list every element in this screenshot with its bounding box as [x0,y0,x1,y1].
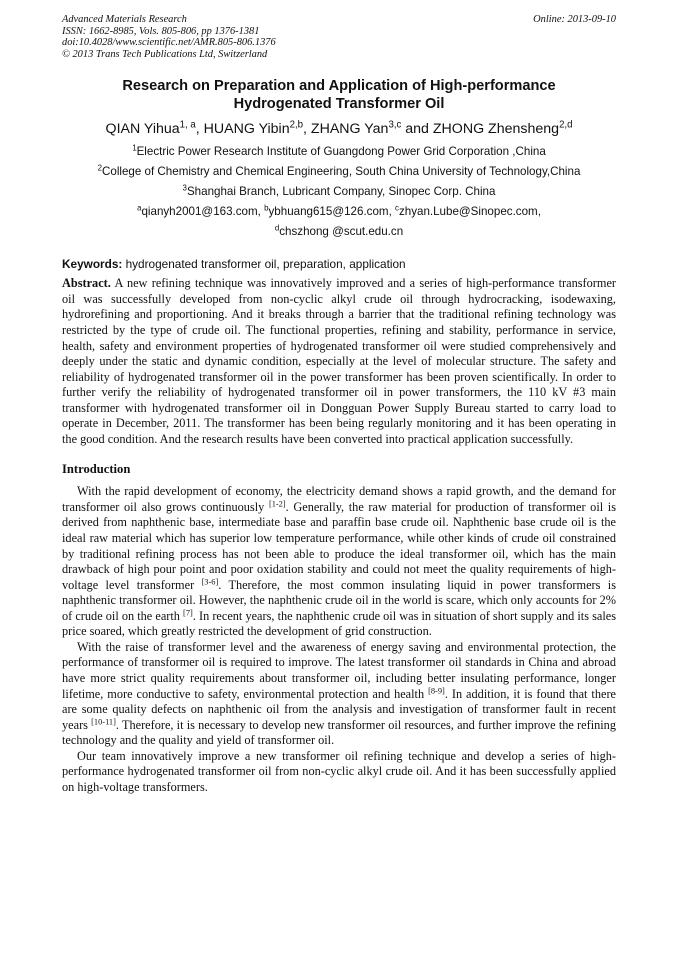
email-b: ybhuang615@126.com, [268,205,396,219]
journal-name: Advanced Materials Research [62,14,187,25]
intro-paragraph-1 [62,484,616,639]
email-a: qianyh2001@163.com, [141,205,265,219]
paper-title [62,77,616,113]
author-separator: and [401,121,433,138]
keywords-label: Keywords: [62,257,123,272]
author-separator: , [303,121,311,138]
author-affiliation-mark: 2,b [289,120,304,132]
introduction-heading: Introduction [62,462,131,477]
copyright-line: © 2013 Trans Tech Publications Ltd, Switzerland [62,48,268,60]
keywords [62,257,616,272]
affiliation-text: Shanghai Branch, Lubricant Company, Sinopec Corp. China [186,185,496,199]
author-name: QIAN Yihua [105,121,180,138]
author-list [62,119,616,139]
author-affiliation-mark: 2,d [559,120,573,132]
affiliation-mark: 2 [97,164,102,174]
doi-line: doi:10.4028/www.scientific.net/AMR.805-806.1376 [62,37,276,49]
email-mark: a [137,204,142,214]
email-d: chszhong @scut.edu.cn [279,225,404,239]
paragraph-text: With the raise of transformer level and the awareness of energy saving and environmental protection, the performance of transformer oil is required to improve. The latest transformer oil standards in China and abroad have more strict quality requirements about transformer oil, including better insulating performance, longer lifetime, more conductive to safety, environmental protection and health [62,639,616,701]
paragraph-text: With the rapid development of economy, the electricity demand shows a rapid growth, and the demand for transformer oil also grows continuously [62,484,616,514]
author-name: ZHANG Yan [310,121,389,138]
paragraph-text: . Therefore, the most common insulating liquid in power transformers is naphthenic transformer oil. However, the naphthenic crude oil in the world is scare, which only accounts for 2% of crude oil on the earth [62,577,616,623]
intro-paragraph-3: Our team innovatively improve a new transformer oil refining technique and develop a series of high-performance hydrogenated transformer oil from non-cyclic alkyl crude oil. And it has been successfully applied on high-voltage transformers. [62,748,616,794]
email-mark: b [264,204,269,214]
title-line-2: Hydrogenated Transformer Oil [233,96,445,113]
email-line-1 [62,202,616,222]
email-mark: c [395,204,399,214]
online-date: Online: 2013-09-10 [533,14,616,25]
paragraph-text: . In recent years, the naphthenic crude oil was in situation of short supply and its sales price soared, which greatly restricted the development of grid construction. [62,608,617,639]
abstract [62,276,616,447]
issn-line: ISSN: 1662-8985, Vols. 805-806, pp 1376-1381 [62,25,260,37]
affiliation-text: Electric Power Research Institute of Guangdong Power Grid Corporation ,China [136,145,546,159]
affiliation-text: College of Chemistry and Chemical Engineering, South China University of Technology,China [102,165,581,179]
citation: [3-6] [201,577,219,587]
affiliation-mark: 1 [132,144,137,154]
author-affiliation-mark: 1, a [179,120,196,132]
author-separator: , [195,121,204,138]
affiliation-mark: 3 [182,184,187,194]
paragraph-text: . In addition, it is found that there are some quality defects on naphthenic oil from the analysis and investigation of transformer fault in recent years [62,686,616,732]
keywords-text: hydrogenated transformer oil, preparation, application [122,257,406,272]
citation: [8-9] [428,685,445,695]
publication-header [62,14,616,60]
email-line-2 [62,222,616,242]
email-c: zhyan.Lube@Sinopec.com, [398,205,541,219]
affiliation-1 [62,142,616,162]
citation: [7] [183,608,193,618]
paragraph-text: . Generally, the raw material for production of transformer oil is derived from naphthenic base, intermediate base and paraffin base crude oil. Naphthenic base crude oil is the ideal raw material which has superior low temperature performance, while other kinds of crude oil constrained by traditional refining process has not been able to produce the ideal transformer oil, which has the main drawback of high pour point and poor oxidation stability and could not meet the quality requirements of high-voltage level transformer [62,499,616,592]
citation: [10-11] [91,717,116,726]
email-mark: d [274,224,280,234]
abstract-label: Abstract. [62,276,111,291]
author-affiliation-mark: 3,c [388,120,402,132]
abstract-text: A new refining technique was innovatively improved and a series of high-performance transformer oil was successfully developed from non-cyclic alkyl crude oil through hydrocracking, isodewaxing, hydrorefining and proportioning. And it breaks through a barrier that the traditional refining technology was restricted by the type of crude oil. The functional properties, refining and stability, performance in service, health, safety and environment properties of hydrogenated transformer oil were studied comprehensively and deeply under the static and dynamic condition, especially at the level of molecular structure. The safety and reliability of hydrogenated transformer oil in the power transformer has been proven scientifically. In order to further verify the reliability of hydrogenated transformer oil in power transformers, the 110 kV #3 main transformer with hydrogenated transformer oil in Dongguan Power Supply Bureau started to carry load to operate in December, 2011. The transformer has been being regularly monitoring and it has been operating in the good condition. And the research results have been converted into practical application successfully. [62,276,616,446]
citation: [1-2] [268,499,286,509]
intro-paragraph-2 [62,640,616,749]
paragraph-text: . Therefore, it is necessary to develop new transformer oil resources, and further improve the refining technology and the quality and yield of transformer oil. [62,717,616,748]
title-line-1: Research on Preparation and Application of High-performance [122,78,556,95]
author-name: HUANG Yibin [203,121,290,138]
author-name: ZHONG Zhensheng [432,121,560,138]
affiliation-2 [62,162,616,182]
affiliation-3 [62,182,616,202]
